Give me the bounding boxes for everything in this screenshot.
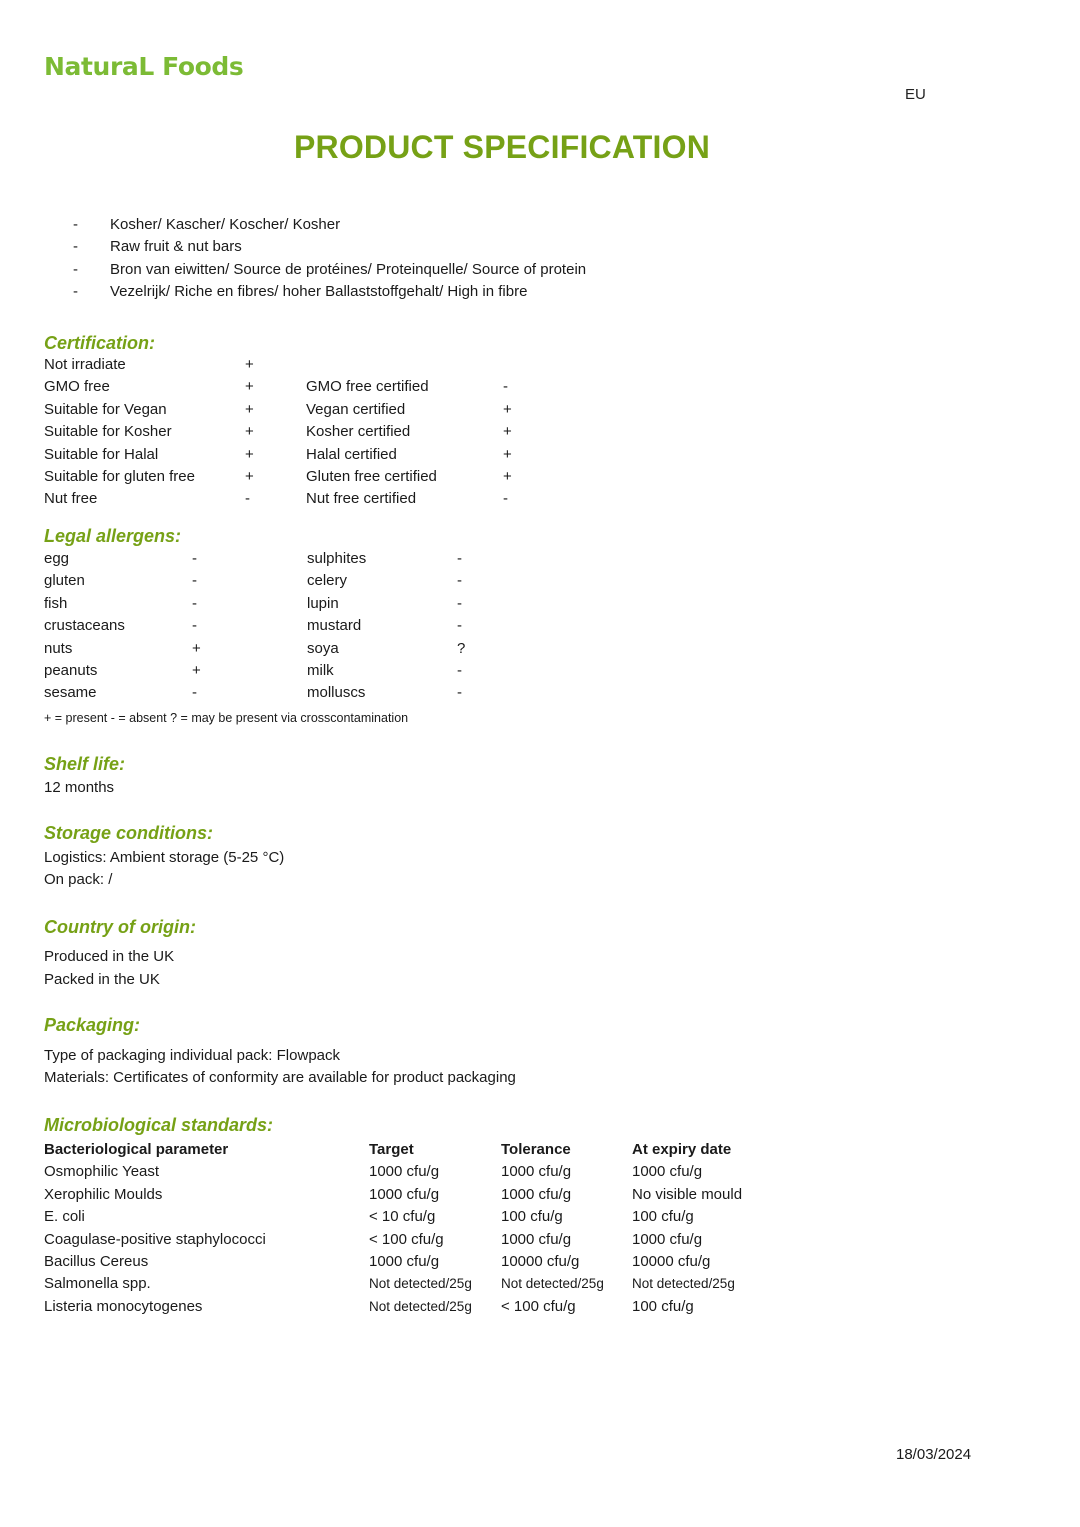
page-title-text: PRODUCT SPECIFICATION bbox=[293, 129, 711, 165]
table-row bbox=[44, 466, 1004, 488]
microbiological-table bbox=[44, 1139, 1024, 1318]
allergen-left-value: + bbox=[192, 661, 201, 679]
list-item-label: Vezelrijk/ Riche en fibres/ hoher Ballaststoffgehalt/ High in fibre bbox=[110, 283, 528, 301]
allergen-left-value: - bbox=[192, 594, 197, 612]
allergen-left-label: crustaceans bbox=[44, 617, 125, 635]
bullet-dash-icon: - bbox=[73, 216, 78, 233]
cell-target: 1000 cfu/g bbox=[369, 1252, 440, 1270]
cert-left-label: Not irradiate bbox=[44, 356, 126, 373]
list-item bbox=[44, 236, 944, 258]
cert-left-label: Suitable for Kosher bbox=[44, 423, 172, 441]
bullet-dash-icon: - bbox=[73, 260, 78, 278]
page-title bbox=[0, 131, 1080, 163]
storage-on-pack: On pack: / bbox=[44, 871, 113, 888]
cell-parameter: Listeria monocytogenes bbox=[44, 1297, 203, 1315]
table-row bbox=[44, 444, 1004, 466]
cert-left-value: + bbox=[245, 445, 254, 463]
region-label: EU bbox=[905, 86, 926, 103]
allergen-right-value: - bbox=[457, 550, 462, 567]
cert-left-label: Suitable for Vegan bbox=[44, 400, 167, 418]
cert-right-label: GMO free certified bbox=[306, 378, 429, 396]
cell-tolerance: 10000 cfu/g bbox=[501, 1252, 580, 1270]
cell-at-expiry: 1000 cfu/g bbox=[632, 1230, 703, 1248]
table-row bbox=[44, 488, 1004, 510]
table-row bbox=[44, 615, 1004, 637]
product-claims-list bbox=[44, 214, 944, 304]
cell-parameter: Xerophilic Moulds bbox=[44, 1185, 163, 1203]
section-heading-microbiological-standards: Microbiological standards: bbox=[44, 1115, 274, 1135]
list-item-label: Kosher/ Kascher/ Koscher/ Kosher bbox=[110, 216, 341, 233]
list-item bbox=[44, 259, 944, 281]
footer-date: 18/03/2024 bbox=[896, 1446, 972, 1463]
cert-left-value: + bbox=[245, 400, 254, 418]
cert-right-label: Nut free certified bbox=[306, 490, 417, 508]
cert-left-value: + bbox=[245, 467, 254, 485]
table-row bbox=[44, 682, 1004, 704]
table-row bbox=[44, 638, 1004, 660]
cert-right-value: + bbox=[503, 467, 512, 485]
packaging-type: Type of packaging individual pack: Flowpack bbox=[44, 1047, 341, 1064]
allergen-left-value: - bbox=[192, 617, 197, 635]
cell-at-expiry: Not detected/25g bbox=[632, 1276, 735, 1292]
cert-right-label: Vegan certified bbox=[306, 400, 406, 418]
cell-target: < 100 cfu/g bbox=[369, 1230, 444, 1248]
allergen-legend: + = present - = absent ? = may be present via crosscontamination bbox=[44, 711, 409, 725]
cell-at-expiry: 100 cfu/g bbox=[632, 1297, 694, 1315]
bullet-dash-icon: - bbox=[73, 238, 78, 256]
allergen-right-value: - bbox=[457, 661, 462, 679]
packaging-materials: Materials: Certificates of conformity are available for product packaging bbox=[44, 1069, 516, 1086]
company-logo: NaturaL Foods bbox=[44, 52, 244, 81]
cert-right-value: + bbox=[503, 400, 512, 418]
cell-parameter: Coagulase-positive staphylococci bbox=[44, 1230, 266, 1248]
table-row bbox=[44, 570, 1004, 592]
storage-logistics: Logistics: Ambient storage (5-25 °C) bbox=[44, 849, 285, 866]
table-row bbox=[44, 1206, 1024, 1228]
allergen-right-label: sulphites bbox=[307, 550, 367, 567]
cell-parameter: E. coli bbox=[44, 1208, 85, 1226]
origin-produced: Produced in the UK bbox=[44, 948, 175, 965]
allergens-table bbox=[44, 548, 1004, 705]
list-item-label: Raw fruit & nut bars bbox=[110, 238, 242, 256]
cert-left-label: Suitable for Halal bbox=[44, 445, 159, 463]
cert-left-value: + bbox=[245, 378, 254, 396]
allergen-right-label: soya bbox=[307, 639, 339, 657]
cell-at-expiry: 1000 cfu/g bbox=[632, 1163, 703, 1181]
section-heading-legal-allergens: Legal allergens: bbox=[44, 526, 182, 546]
cell-parameter: Bacillus Cereus bbox=[44, 1252, 149, 1270]
cell-at-expiry: 100 cfu/g bbox=[632, 1208, 694, 1226]
cell-at-expiry: No visible mould bbox=[632, 1185, 743, 1203]
cell-tolerance: 1000 cfu/g bbox=[501, 1185, 572, 1203]
cell-target: 1000 cfu/g bbox=[369, 1185, 440, 1203]
table-header-row bbox=[44, 1139, 1024, 1161]
cert-right-value: - bbox=[503, 378, 508, 396]
cert-left-label: Nut free bbox=[44, 490, 98, 508]
table-row bbox=[44, 1184, 1024, 1206]
list-item-label: Bron van eiwitten/ Source de protéines/ Proteinquelle/ Source of protein bbox=[110, 260, 587, 278]
cell-target: < 10 cfu/g bbox=[369, 1208, 436, 1226]
allergen-left-label: peanuts bbox=[44, 661, 98, 679]
allergen-right-label: lupin bbox=[307, 594, 339, 612]
cell-parameter: Salmonella spp. bbox=[44, 1275, 151, 1293]
allergen-right-value: - bbox=[457, 594, 462, 612]
cert-right-label: Halal certified bbox=[306, 445, 397, 463]
cert-left-value: + bbox=[245, 423, 254, 441]
section-heading-shelf-life: Shelf life: bbox=[44, 754, 126, 774]
allergen-right-value: ? bbox=[457, 639, 466, 657]
table-row bbox=[44, 399, 1004, 421]
table-row bbox=[44, 660, 1004, 682]
table-row bbox=[44, 376, 1004, 398]
cell-target: Not detected/25g bbox=[369, 1298, 472, 1314]
shelf-life-value: 12 months bbox=[44, 779, 115, 796]
section-heading-storage-conditions: Storage conditions: bbox=[44, 823, 214, 843]
allergen-left-label: sesame bbox=[44, 684, 97, 702]
bullet-dash-icon: - bbox=[73, 283, 78, 301]
allergen-right-label: celery bbox=[307, 572, 348, 590]
section-heading-country-of-origin: Country of origin: bbox=[44, 917, 196, 937]
column-header-target: Target bbox=[369, 1141, 414, 1158]
cert-right-value: - bbox=[503, 490, 508, 508]
column-header-tolerance: Tolerance bbox=[501, 1141, 571, 1158]
cell-at-expiry: 10000 cfu/g bbox=[632, 1252, 711, 1270]
cert-right-value: + bbox=[503, 423, 512, 441]
list-item bbox=[44, 214, 944, 236]
origin-packed: Packed in the UK bbox=[44, 971, 160, 988]
cert-left-label: Suitable for gluten free bbox=[44, 467, 195, 485]
cert-left-label: GMO free bbox=[44, 378, 110, 396]
cert-left-value: - bbox=[245, 490, 250, 508]
certification-table bbox=[44, 354, 1004, 511]
table-row bbox=[44, 593, 1004, 615]
cell-tolerance: 100 cfu/g bbox=[501, 1208, 563, 1226]
table-row bbox=[44, 548, 1004, 570]
allergen-right-value: - bbox=[457, 617, 462, 635]
allergen-left-value: - bbox=[192, 572, 197, 590]
allergen-right-value: - bbox=[457, 572, 462, 590]
allergen-right-label: mustard bbox=[307, 617, 362, 635]
allergen-left-label: nuts bbox=[44, 639, 73, 657]
cell-parameter: Osmophilic Yeast bbox=[44, 1163, 160, 1181]
allergen-left-label: egg bbox=[44, 550, 70, 567]
column-header-at-expiry-date: At expiry date bbox=[632, 1141, 732, 1158]
cell-target: 1000 cfu/g bbox=[369, 1163, 440, 1181]
table-row bbox=[44, 421, 1004, 443]
table-row bbox=[44, 1251, 1024, 1273]
allergen-left-value: - bbox=[192, 684, 197, 702]
allergen-left-value: + bbox=[192, 639, 201, 657]
table-row bbox=[44, 1161, 1024, 1183]
list-item bbox=[44, 281, 944, 303]
table-row bbox=[44, 354, 1004, 376]
allergen-right-value: - bbox=[457, 684, 462, 702]
cert-left-value: + bbox=[245, 356, 254, 373]
cell-tolerance: Not detected/25g bbox=[501, 1276, 604, 1292]
cert-right-label: Gluten free certified bbox=[306, 467, 437, 485]
cell-tolerance: 1000 cfu/g bbox=[501, 1230, 572, 1248]
allergen-right-label: molluscs bbox=[307, 684, 366, 702]
section-heading-certification: Certification: bbox=[44, 333, 156, 353]
cell-target: Not detected/25g bbox=[369, 1276, 472, 1292]
cell-tolerance: 1000 cfu/g bbox=[501, 1163, 572, 1181]
cert-right-label: Kosher certified bbox=[306, 423, 411, 441]
section-heading-packaging: Packaging: bbox=[44, 1015, 141, 1035]
table-row bbox=[44, 1273, 1024, 1295]
allergen-right-label: milk bbox=[307, 661, 334, 679]
table-row bbox=[44, 1296, 1024, 1318]
column-header-parameter: Bacteriological parameter bbox=[44, 1141, 229, 1158]
cert-right-value: + bbox=[503, 445, 512, 463]
allergen-left-label: gluten bbox=[44, 572, 85, 590]
table-row bbox=[44, 1229, 1024, 1251]
cell-tolerance: < 100 cfu/g bbox=[501, 1297, 576, 1315]
allergen-left-label: fish bbox=[44, 594, 68, 612]
allergen-left-value: - bbox=[192, 550, 197, 567]
